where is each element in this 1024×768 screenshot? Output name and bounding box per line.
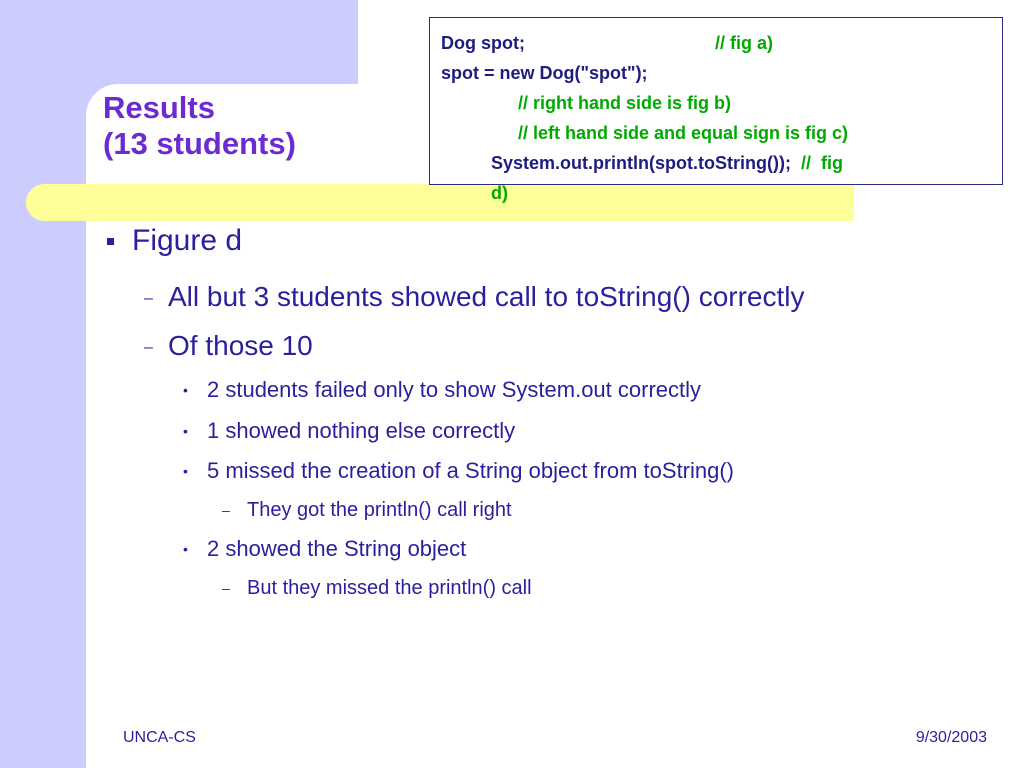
bullet-level4: But they missed the println() call (247, 577, 532, 599)
slide-title-line2: (13 students) (103, 126, 296, 161)
dot-bullet-icon: • (183, 463, 188, 479)
dash-bullet-icon: – (222, 502, 230, 518)
square-bullet-icon (107, 238, 114, 245)
bullet-level1: Figure d (132, 224, 243, 257)
dash-bullet-icon: – (222, 580, 230, 596)
bullet-level3: 2 showed the String object (207, 536, 467, 561)
bullet-level2: Of those 10 (168, 330, 313, 361)
code-line-4-comment: // left hand side and equal sign is fig c) (518, 123, 849, 143)
code-line-2: spot = new Dog("spot"); (441, 63, 648, 83)
code-line-5-comment: // fig (800, 153, 843, 173)
dot-bullet-icon: • (183, 541, 188, 557)
dot-bullet-icon: • (183, 382, 188, 398)
code-line-3-comment: // right hand side is fig b) (518, 93, 732, 113)
bullet-level2: All but 3 students showed call to toString() correctly (168, 281, 805, 312)
code-line-5-code: System.out.println(spot.toString()); (491, 153, 791, 173)
slide-title-line1: Results (103, 90, 215, 125)
dash-bullet-icon: – (144, 290, 153, 307)
dash-bullet-icon: – (144, 339, 153, 356)
code-line-6-comment: d) (491, 183, 508, 203)
bullet-level4: They got the println() call right (247, 499, 512, 521)
footer-left: UNCA-CS (123, 729, 196, 746)
code-line-1-comment: // fig a) (714, 33, 773, 53)
footer-date: 9/30/2003 (915, 729, 987, 746)
bullet-level3: 2 students failed only to show System.out correctly (207, 377, 702, 402)
code-line-1-code: Dog spot; (441, 33, 525, 53)
bullet-level3: 5 missed the creation of a String object from toString() (207, 458, 735, 483)
dot-bullet-icon: • (183, 423, 188, 439)
bullet-level3: 1 showed nothing else correctly (207, 418, 516, 443)
